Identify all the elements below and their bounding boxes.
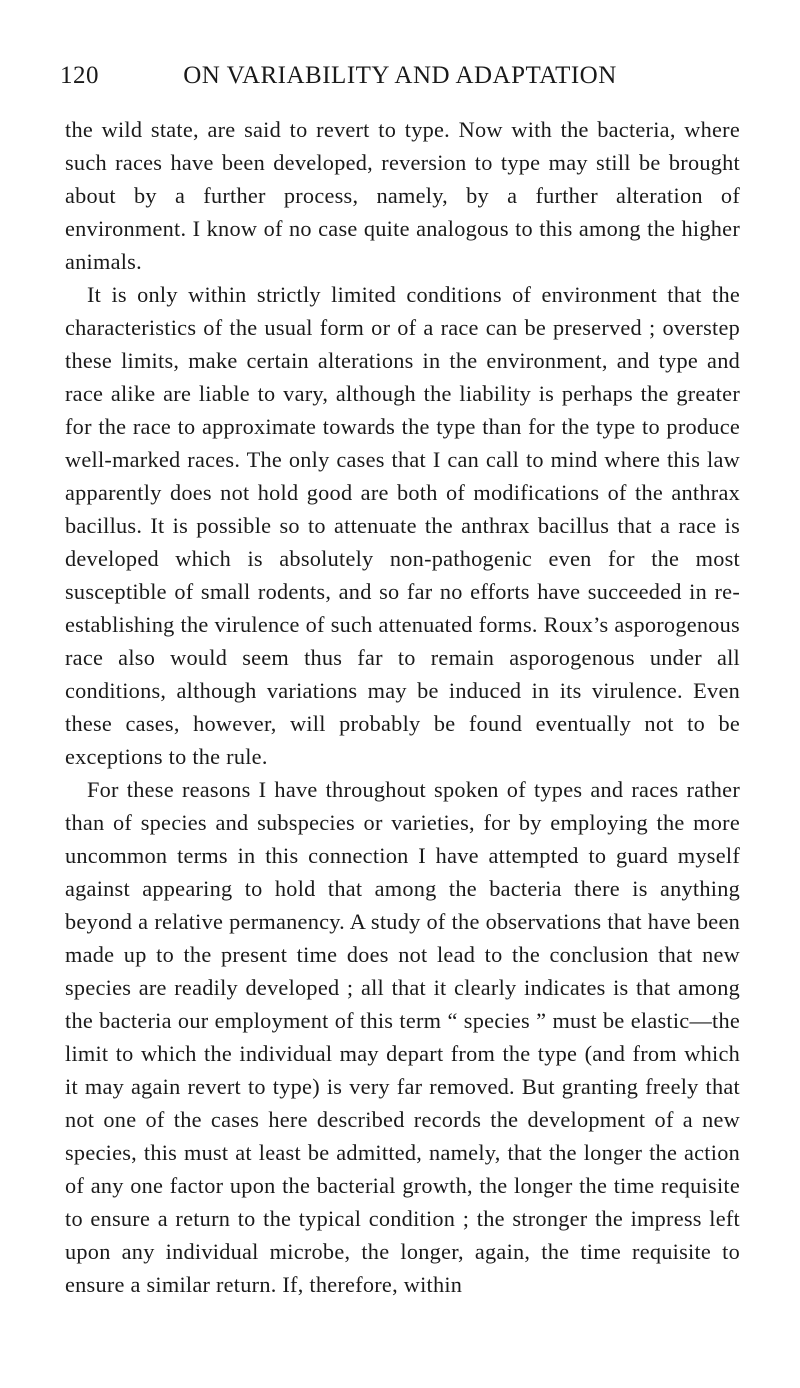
running-title: ON VARIABILITY AND ADAPTATION (183, 62, 617, 89)
page-number: 120 (60, 62, 99, 89)
body-text (65, 113, 740, 1301)
paragraph-3: For these reasons I have throughout spoken of types and races rather than of species and subspecies or varieties, for by employing the more uncommon terms in this connection I have attempted to guard myself against appearing to hold that among the bacteria there is anything beyond a relative permanency. A study of the observations that have been made up to the present time does not lead to the conclusion that new species are readily developed ; all that it clearly indicates is that among the bacteria our employment of this term “ species ” must be elastic—the limit to which the individual may depart from the type (and from which it may again revert to type) is very far removed. But granting freely that not one of the cases here described records the development of a new species, this must at least be admitted, namely, that the longer the action of any one factor upon the bacterial growth, the longer the time requisite to ensure a return to the typical condition ; the stronger the impress left upon any individual microbe, the longer, again, the time requisite to ensure a similar return. If, therefore, within (65, 777, 740, 1297)
paragraph-2: It is only within strictly limited conditions of environment that the characteristics of the usual form or of a race can be preserved ; overstep these limits, make certain alterations in the environment, and type and race alike are liable to vary, although the liability is perhaps the greater for the race to approximate towards the type than for the type to produce well-marked races. The only cases that I can call to mind where this law apparently does not hold good are both of modifications of the anthrax bacillus. It is possible so to attenuate the anthrax bacillus that a race is developed which is absolutely non-pathogenic even for the most susceptible of small rodents, and so far no efforts have succeeded in re-establishing the virulence of such attenuated forms. Roux’s asporogenous race also would seem thus far to remain asporogenous under all conditions, although variations may be induced in its virulence. Even these cases, however, will probably be found eventually not to be exceptions to the rule. (65, 282, 740, 769)
paragraph-1: the wild state, are said to revert to type. Now with the bacteria, where such races have been developed, reversion to type may still be brought about by a further process, namely, by a further alteration of environment. I know of no case quite analogous to this among the higher animals. (65, 117, 740, 274)
running-head (60, 62, 740, 92)
